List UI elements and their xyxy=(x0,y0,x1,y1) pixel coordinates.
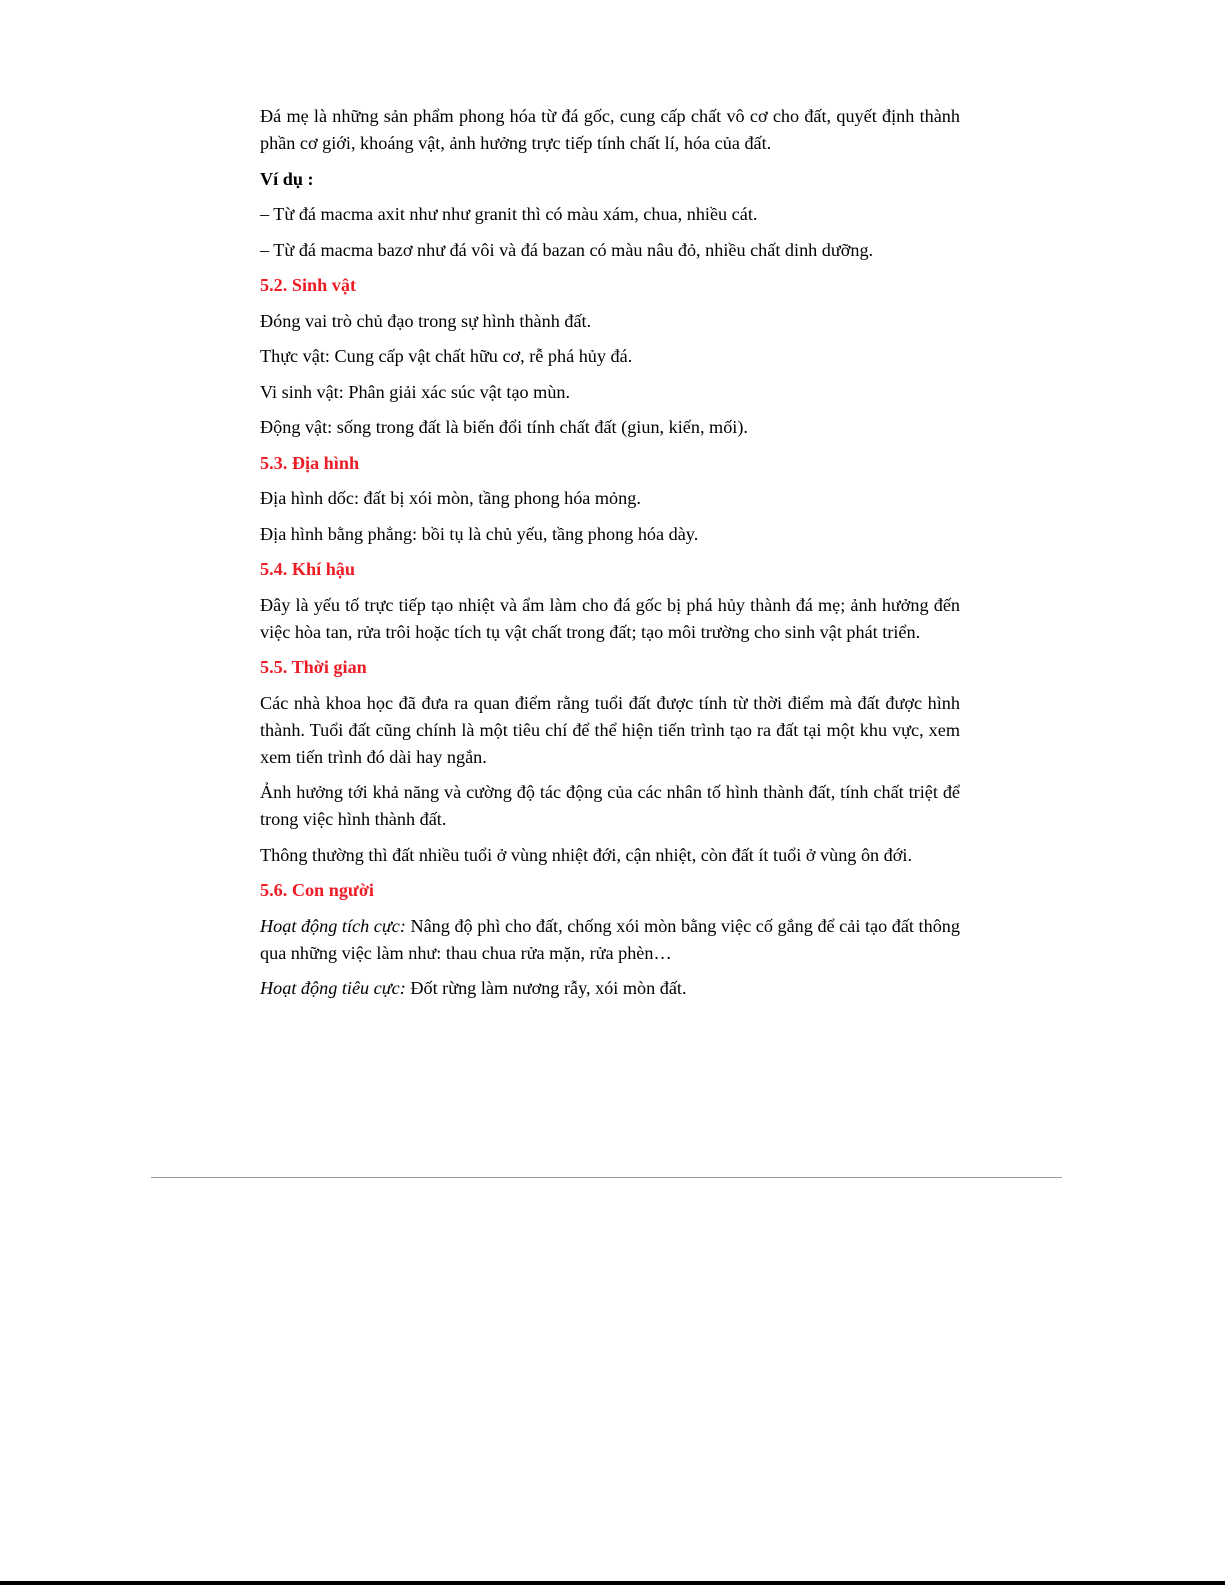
section-heading-con-nguoi: 5.6. Con người xyxy=(260,880,374,900)
con-nguoi-negative-paragraph xyxy=(260,975,960,1002)
page-bottom-edge xyxy=(0,1581,1225,1585)
intro-paragraph: Đá mẹ là những sản phẩm phong hóa từ đá gốc, cung cấp chất vô cơ cho đất, quyết định thành phần cơ giới, khoáng vật, ảnh hưởng trực tiếp tính chất lí, hóa của đất. xyxy=(260,106,960,153)
example-label: Ví dụ : xyxy=(260,168,314,189)
section-heading-dia-hinh: 5.3. Địa hình xyxy=(260,452,360,473)
section-heading-sinh-vat: 5.2. Sinh vật xyxy=(260,275,357,295)
positive-activity-text: Nâng độ phì cho đất, chống xói mòn bằng việc cố gắng để cải tạo đất thông qua những việc làm như: thau chua rửa mặn, rửa phèn… xyxy=(260,915,960,963)
sinh-vat-paragraph-3: Vi sinh vật: Phân giải xác súc vật tạo mùn. xyxy=(260,381,571,402)
dia-hinh-paragraph-2: Địa hình bằng phẳng: bồi tụ là chủ yếu, tầng phong hóa dày. xyxy=(260,523,699,544)
thoi-gian-paragraph-1: Các nhà khoa học đã đưa ra quan điểm rằng tuổi đất được tính từ thời điểm mà đất được hình thành. Tuổi đất cũng chính là một tiêu chí để thể hiện tiến trình tạo ra đất tại một khu vực, xem xem tiến trình đó dài hay ngắn. xyxy=(260,692,960,767)
document-body xyxy=(260,103,960,1011)
khi-hau-paragraph-1: Đây là yếu tố trực tiếp tạo nhiệt và ẩm làm cho đá gốc bị phá hủy thành đá mẹ; ảnh hưởng đến việc hòa tan, rửa trôi hoặc tích tụ vật chất trong đất; tạo môi trường cho sinh vật phát triển. xyxy=(260,594,960,642)
negative-activity-text: Đốt rừng làm nương rẫy, xói mòn đất. xyxy=(405,978,687,998)
section-heading-thoi-gian: 5.5. Thời gian xyxy=(260,657,367,677)
dia-hinh-paragraph-1: Địa hình dốc: đất bị xói mòn, tầng phong hóa mỏng. xyxy=(260,488,641,508)
sinh-vat-paragraph-2: Thực vật: Cung cấp vật chất hữu cơ, rễ phá hủy đá. xyxy=(260,346,633,366)
example-item-2: – Từ đá macma bazơ như đá vôi và đá bazan có màu nâu đỏ, nhiều chất dinh dưỡng. xyxy=(260,239,874,260)
con-nguoi-positive-paragraph xyxy=(260,913,960,967)
thoi-gian-paragraph-3: Thông thường thì đất nhiều tuổi ở vùng nhiệt đới, cận nhiệt, còn đất ít tuổi ở vùng ôn đới. xyxy=(260,844,912,865)
thoi-gian-paragraph-2: Ảnh hưởng tới khả năng và cường độ tác động của các nhân tố hình thành đất, tính chất triệt để trong việc hình thành đất. xyxy=(260,782,960,829)
footer-divider xyxy=(151,1177,1062,1178)
sinh-vat-paragraph-4: Động vật: sống trong đất là biến đổi tính chất đất (giun, kiến, mối). xyxy=(260,417,748,437)
positive-activity-label: Hoạt động tích cực: xyxy=(260,915,406,936)
example-item-1: – Từ đá macma axit như như granit thì có màu xám, chua, nhiều cát. xyxy=(260,204,758,224)
section-heading-khi-hau: 5.4. Khí hậu xyxy=(260,559,356,579)
sinh-vat-paragraph-1: Đóng vai trò chủ đạo trong sự hình thành đất. xyxy=(260,310,592,331)
negative-activity-label: Hoạt động tiêu cực: xyxy=(260,978,406,998)
